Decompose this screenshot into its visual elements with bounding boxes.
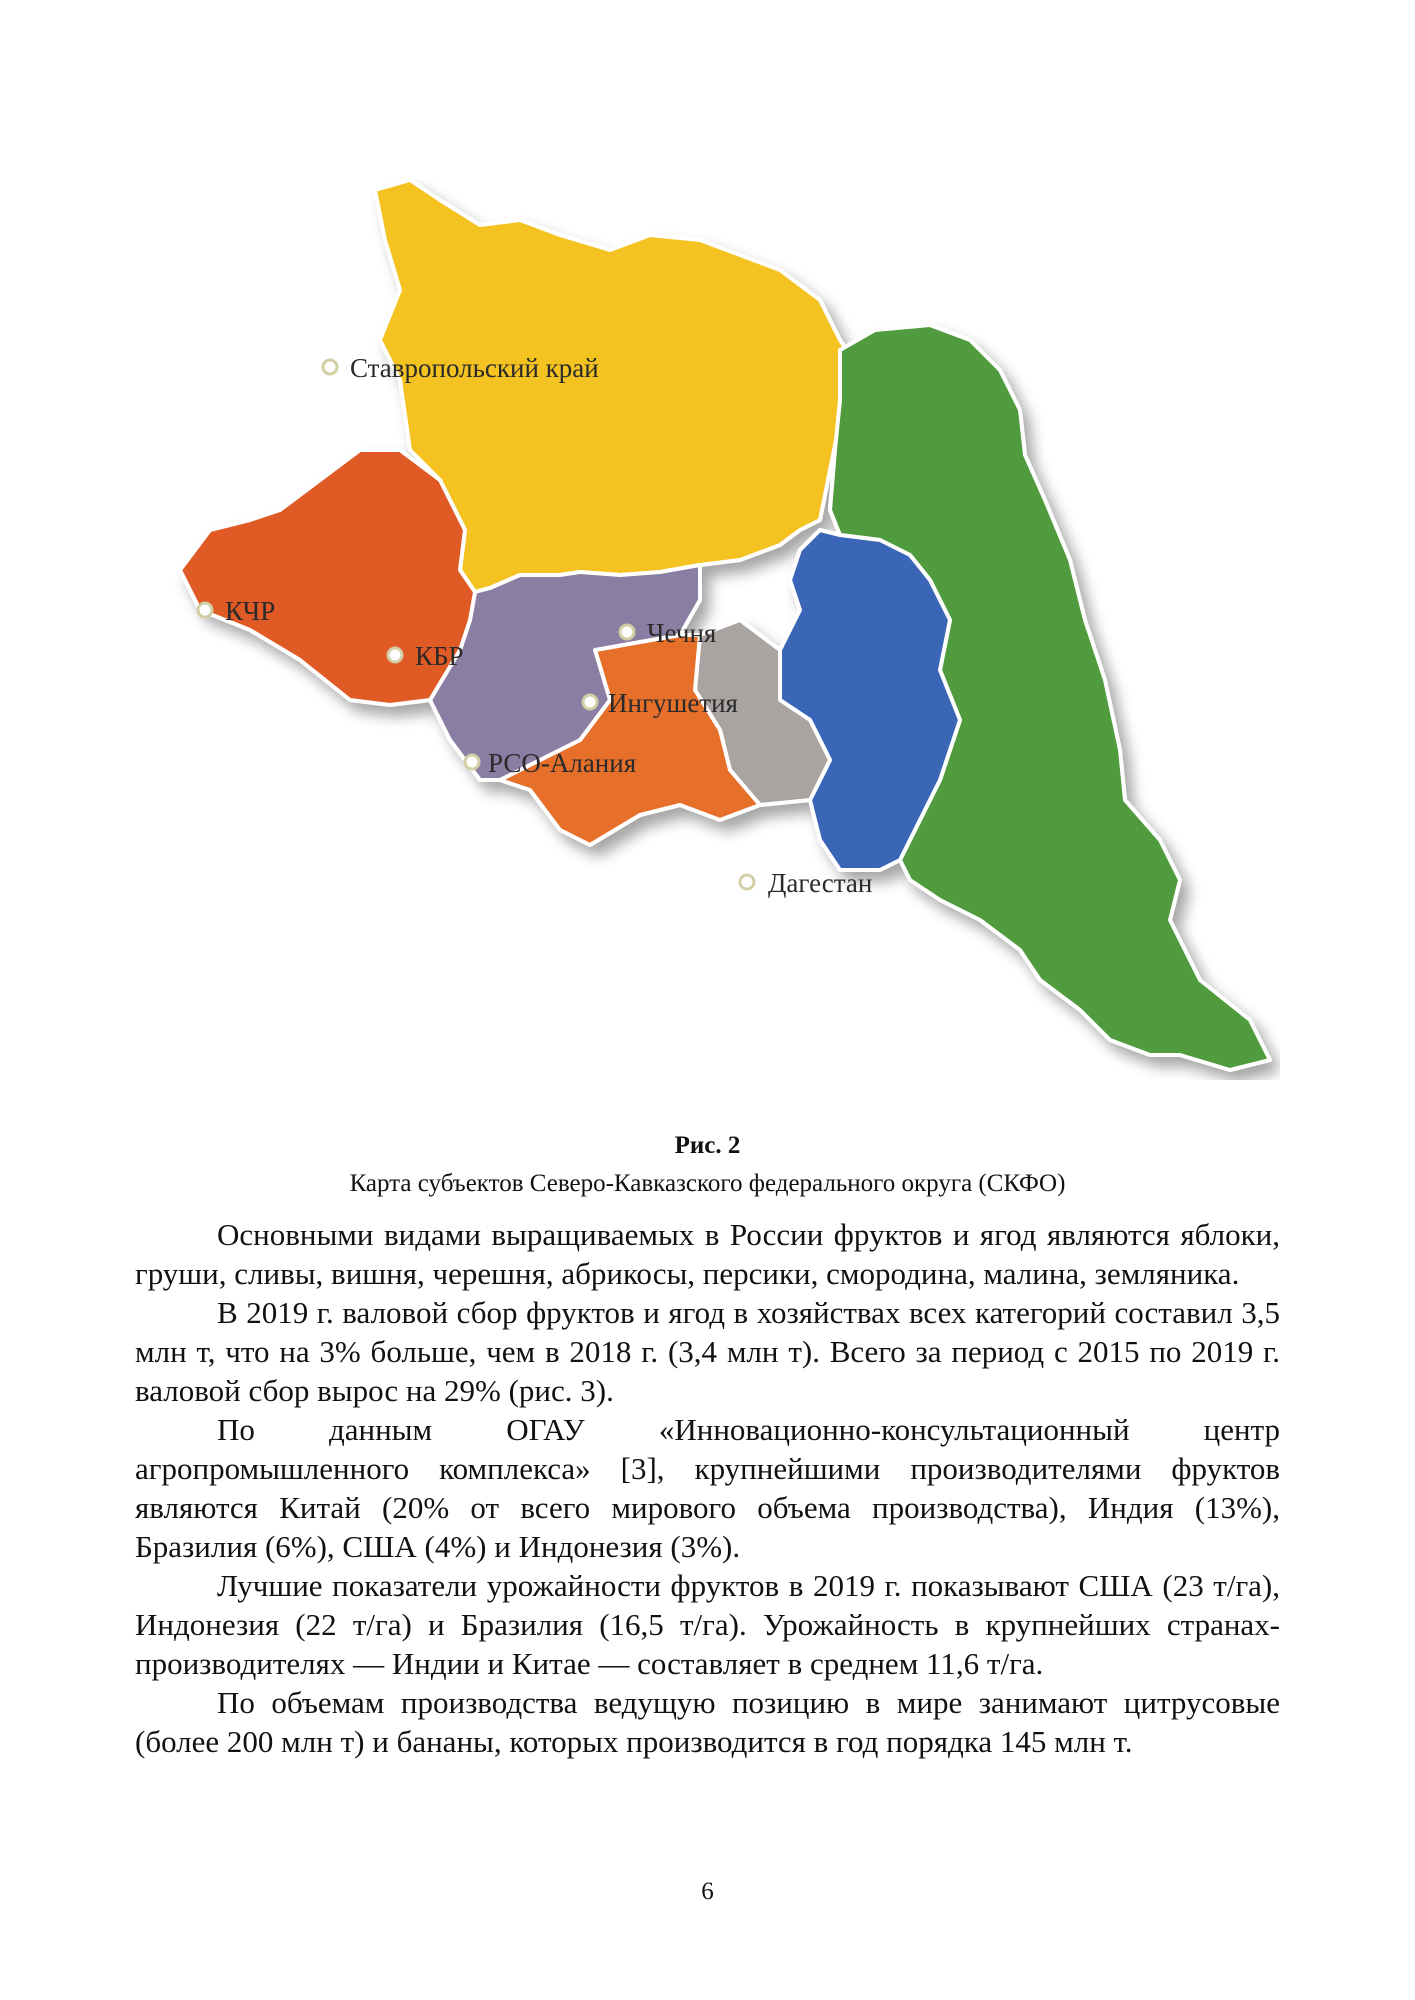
figure-title: Карта субъектов Северо-Кавказского федерального округа (СКФО) (349, 1170, 1066, 1197)
paragraph: Основными видами выращиваемых в России фруктов и ягод являются яблоки, груши, сливы, вишня, черешня, абрикосы, персики, смородина, малина, земляника. (135, 1217, 1280, 1291)
city-dot-kbr (388, 648, 402, 662)
label-kchr: КЧР (225, 596, 276, 626)
figure-number: Рис. 2 (674, 1132, 741, 1159)
city-dot-stavropol (323, 360, 337, 374)
city-dot-dagestan (740, 875, 754, 889)
skfo-map (140, 180, 1280, 1080)
page-number: 6 (701, 1878, 714, 1905)
city-dot-kchr (198, 603, 212, 617)
label-dagestan: Дагестан (768, 868, 873, 898)
label-rso: РСО-Алания (488, 748, 637, 778)
map-svg (140, 180, 1280, 1080)
label-stavropol: Ставропольский край (350, 353, 599, 383)
paragraph: Лучшие показатели урожайности фруктов в 2019 г. показывают США (23 т/га), Индонезия (22 т/га) и Бразилия (16,5 т/га). Урожайность в крупнейших странах-производителях — Индии и Китае — составляет в среднем 11,6 т/га. (135, 1568, 1280, 1681)
paragraph: По данным ОГАУ «Инновационно-консультационный центр агропромышленного комплекса» [3], крупнейшими производителями фруктов являются Китай (20% от всего мирового объема производства), Индия (13%), Бразилия (6%), США (4%) и Индонезия (3%). (135, 1412, 1280, 1564)
label-kbr: КБР (415, 641, 464, 671)
body-text (135, 1215, 1280, 1761)
city-dot-ingushetia (583, 695, 597, 709)
paragraph: По объемам производства ведущую позицию в мире занимают цитрусовые (более 200 млн т) и бананы, которых производится в год порядка 145 млн т. (135, 1685, 1280, 1759)
paragraph: В 2019 г. валовой сбор фруктов и ягод в хозяйствах всех категорий составил 3,5 млн т, что на 3% больше, чем в 2018 г. (3,4 млн т). Всего за период с 2015 по 2019 г. валовой сбор вырос на 29% (рис. 3). (135, 1295, 1280, 1408)
city-dot-rso (465, 755, 479, 769)
city-dot-chechnya (620, 625, 634, 639)
label-chechnya: Чечня (647, 618, 717, 648)
label-ingushetia: Ингушетия (608, 688, 738, 718)
